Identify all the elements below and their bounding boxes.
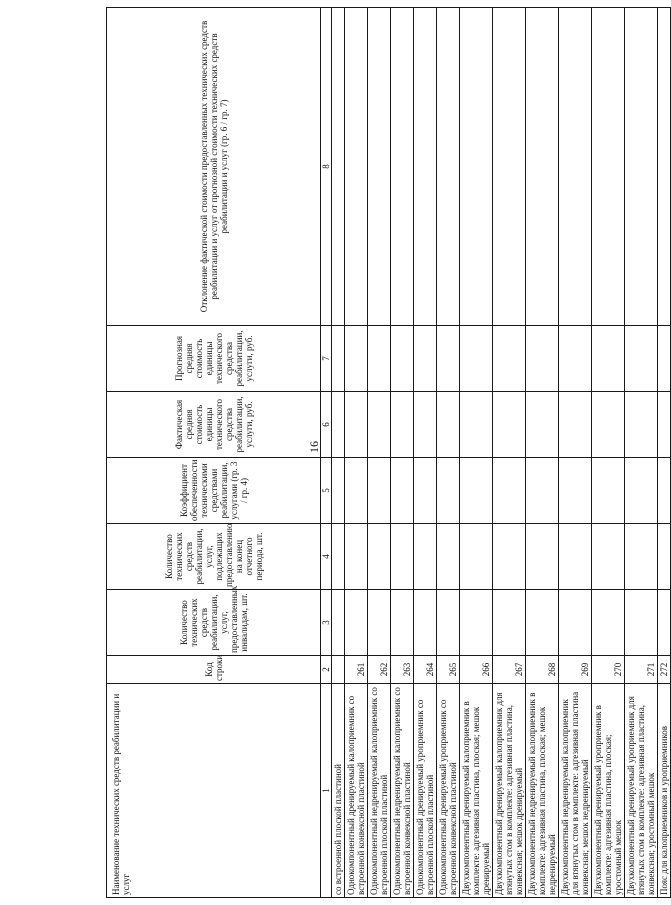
empty-cell bbox=[345, 523, 368, 589]
header-cell: Наименование технических средств реабилитации и услуг bbox=[107, 683, 321, 897]
row-code: 266 bbox=[460, 655, 493, 683]
row-name: Однокомпонентный дренируемый калоприемник со встроенной конвексной пластиной bbox=[345, 683, 368, 897]
empty-cell bbox=[345, 325, 368, 391]
row-name: Двухкомпонентный недренируемый калоприемник для втянутых стом в комплекте: адгезивная пластина конвексная; мешок недренируемый bbox=[559, 683, 592, 897]
empty-cell bbox=[368, 325, 391, 391]
row-code: 261 bbox=[345, 655, 368, 683]
empty-cell bbox=[437, 391, 460, 457]
row-name: Двухкомпонентный дренируемый калоприемник для втянутых стом в комплекте: адгезивная пластина, конвексная; мешок дренируемый bbox=[493, 683, 526, 897]
empty-cell bbox=[332, 589, 345, 655]
empty-cell bbox=[559, 457, 592, 523]
header-cell: Коэффициент обеспеченности техническими средствами реабилитации, услугами (гр. 3 / гр. 4) bbox=[107, 457, 321, 523]
empty-cell bbox=[625, 325, 658, 391]
table-row bbox=[345, 7, 368, 897]
row-code: 269 bbox=[559, 655, 592, 683]
empty-cell bbox=[559, 523, 592, 589]
column-number: 4 bbox=[321, 523, 332, 589]
column-number: 3 bbox=[321, 589, 332, 655]
empty-cell bbox=[391, 325, 414, 391]
row-name: Пояс для калоприемников и уроприемников bbox=[658, 683, 671, 897]
empty-cell bbox=[345, 7, 368, 325]
empty-cell bbox=[368, 391, 391, 457]
column-number: 5 bbox=[321, 457, 332, 523]
row-name: Однокомпонентный дренируемый уроприемник со встроенной конвексной пластиной bbox=[437, 683, 460, 897]
empty-cell bbox=[414, 391, 437, 457]
empty-cell bbox=[658, 325, 671, 391]
empty-cell bbox=[493, 325, 526, 391]
empty-cell bbox=[493, 589, 526, 655]
row-code: 268 bbox=[526, 655, 559, 683]
empty-cell bbox=[625, 391, 658, 457]
empty-cell bbox=[437, 457, 460, 523]
empty-cell bbox=[493, 7, 526, 325]
table-row bbox=[460, 7, 493, 897]
table-row bbox=[368, 7, 391, 897]
row-name: Однокомпонентный недренируемый калоприемник со встроенной конвексной пластиной bbox=[391, 683, 414, 897]
header-cell: Прогнозная средняя стоимость единицы технического средства реабилитации, услуги, руб. bbox=[107, 325, 321, 391]
empty-cell bbox=[592, 325, 625, 391]
rotated-table-sheet bbox=[106, 8, 669, 898]
empty-cell bbox=[368, 7, 391, 325]
row-name: Двухкомпонентный дренируемый калоприемник в комплекте: адгезивная пластина, плоская; мешок дренируемый bbox=[460, 683, 493, 897]
empty-cell bbox=[526, 457, 559, 523]
empty-cell bbox=[493, 457, 526, 523]
empty-cell bbox=[592, 457, 625, 523]
empty-cell bbox=[332, 325, 345, 391]
page-number: 16 bbox=[307, 441, 321, 453]
table-row bbox=[625, 7, 658, 897]
empty-cell bbox=[391, 7, 414, 325]
table-row bbox=[493, 7, 526, 897]
empty-cell bbox=[332, 7, 345, 325]
header-cell: Фактическая средняя стоимость единицы технического средства реабилитации, услуги, руб. bbox=[107, 391, 321, 457]
header-cell: Код строки bbox=[107, 655, 321, 683]
empty-cell bbox=[414, 457, 437, 523]
empty-cell bbox=[332, 457, 345, 523]
header-cell: Отклонение фактической стоимости предоставленных технических средств реабилитации и услуг от прогнозной стоимости технических средств реабилитации и услуг (гр. 6 / гр. 7) bbox=[107, 7, 321, 325]
empty-cell bbox=[368, 457, 391, 523]
empty-cell bbox=[592, 589, 625, 655]
row-name: Двухкомпонентный дренируемый уроприемник для втянутых стом в комплекте: адгезивная пластина, конвексная; уростомный мешок bbox=[625, 683, 658, 897]
column-number-row bbox=[321, 7, 332, 897]
empty-cell bbox=[526, 325, 559, 391]
row-code: 267 bbox=[493, 655, 526, 683]
empty-cell bbox=[437, 589, 460, 655]
empty-cell bbox=[460, 589, 493, 655]
empty-cell bbox=[332, 391, 345, 457]
empty-cell bbox=[345, 589, 368, 655]
empty-cell bbox=[437, 7, 460, 325]
empty-cell bbox=[493, 523, 526, 589]
row-name: Однокомпонентный дренируемый уроприемник со встроенной плоской пластиной bbox=[414, 683, 437, 897]
empty-cell bbox=[526, 589, 559, 655]
empty-cell bbox=[460, 7, 493, 325]
rehabilitation-report-table bbox=[106, 7, 671, 898]
row-code: 270 bbox=[592, 655, 625, 683]
empty-cell bbox=[625, 589, 658, 655]
empty-cell bbox=[625, 7, 658, 325]
header-cell: Количество технических средств реабилитации, услуг, подлежащих предоставлению на конец отчетного периода, шт. bbox=[107, 523, 321, 589]
empty-cell bbox=[625, 457, 658, 523]
empty-cell bbox=[460, 523, 493, 589]
empty-cell bbox=[559, 7, 592, 325]
empty-cell bbox=[592, 523, 625, 589]
empty-cell bbox=[391, 589, 414, 655]
empty-cell bbox=[391, 457, 414, 523]
column-number: 6 bbox=[321, 391, 332, 457]
empty-cell bbox=[592, 7, 625, 325]
empty-cell bbox=[437, 325, 460, 391]
row-code: 265 bbox=[437, 655, 460, 683]
column-number: 2 bbox=[321, 655, 332, 683]
empty-cell bbox=[526, 523, 559, 589]
table-row bbox=[658, 7, 671, 897]
empty-cell bbox=[592, 391, 625, 457]
empty-cell bbox=[460, 325, 493, 391]
empty-cell bbox=[658, 523, 671, 589]
empty-cell bbox=[437, 523, 460, 589]
row-code: 271 bbox=[625, 655, 658, 683]
column-number: 7 bbox=[321, 325, 332, 391]
row-code: 264 bbox=[414, 655, 437, 683]
row-code bbox=[332, 655, 345, 683]
row-name: Двухкомпонентный дренируемый уроприемник в комплекте: адгезивная пластина, плоская; уростомный мешок bbox=[592, 683, 625, 897]
row-code: 262 bbox=[368, 655, 391, 683]
table-row bbox=[332, 7, 345, 897]
header-row bbox=[107, 7, 321, 897]
row-name: Двухкомпонентный недренируемый калоприемник в комплекте: адгезивная пластина, плоская; мешок недренируемый bbox=[526, 683, 559, 897]
empty-cell bbox=[493, 391, 526, 457]
table-row bbox=[391, 7, 414, 897]
empty-cell bbox=[345, 391, 368, 457]
row-code: 263 bbox=[391, 655, 414, 683]
table-row bbox=[592, 7, 625, 897]
header-cell: Количество технических средств реабилитации, услуг, предоставленных инвалидам, шт. bbox=[107, 589, 321, 655]
empty-cell bbox=[368, 589, 391, 655]
empty-cell bbox=[414, 7, 437, 325]
empty-cell bbox=[345, 457, 368, 523]
empty-cell bbox=[559, 589, 592, 655]
empty-cell bbox=[414, 523, 437, 589]
row-name: со встроенной плоской пластиной bbox=[332, 683, 345, 897]
table-row bbox=[559, 7, 592, 897]
column-number: 1 bbox=[321, 683, 332, 897]
column-number: 8 bbox=[321, 7, 332, 325]
empty-cell bbox=[625, 523, 658, 589]
empty-cell bbox=[658, 589, 671, 655]
empty-cell bbox=[658, 7, 671, 325]
row-code: 272 bbox=[658, 655, 671, 683]
empty-cell bbox=[526, 7, 559, 325]
empty-cell bbox=[414, 325, 437, 391]
table-row bbox=[526, 7, 559, 897]
empty-cell bbox=[391, 523, 414, 589]
empty-cell bbox=[368, 523, 391, 589]
empty-cell bbox=[559, 391, 592, 457]
empty-cell bbox=[332, 523, 345, 589]
empty-cell bbox=[460, 457, 493, 523]
empty-cell bbox=[460, 391, 493, 457]
table-row bbox=[414, 7, 437, 897]
empty-cell bbox=[526, 391, 559, 457]
row-name: Однокомпонентный недренируемый калоприемник со встроенной плоской пластиной bbox=[368, 683, 391, 897]
empty-cell bbox=[658, 391, 671, 457]
empty-cell bbox=[658, 457, 671, 523]
empty-cell bbox=[391, 391, 414, 457]
table-row bbox=[437, 7, 460, 897]
empty-cell bbox=[414, 589, 437, 655]
empty-cell bbox=[559, 325, 592, 391]
